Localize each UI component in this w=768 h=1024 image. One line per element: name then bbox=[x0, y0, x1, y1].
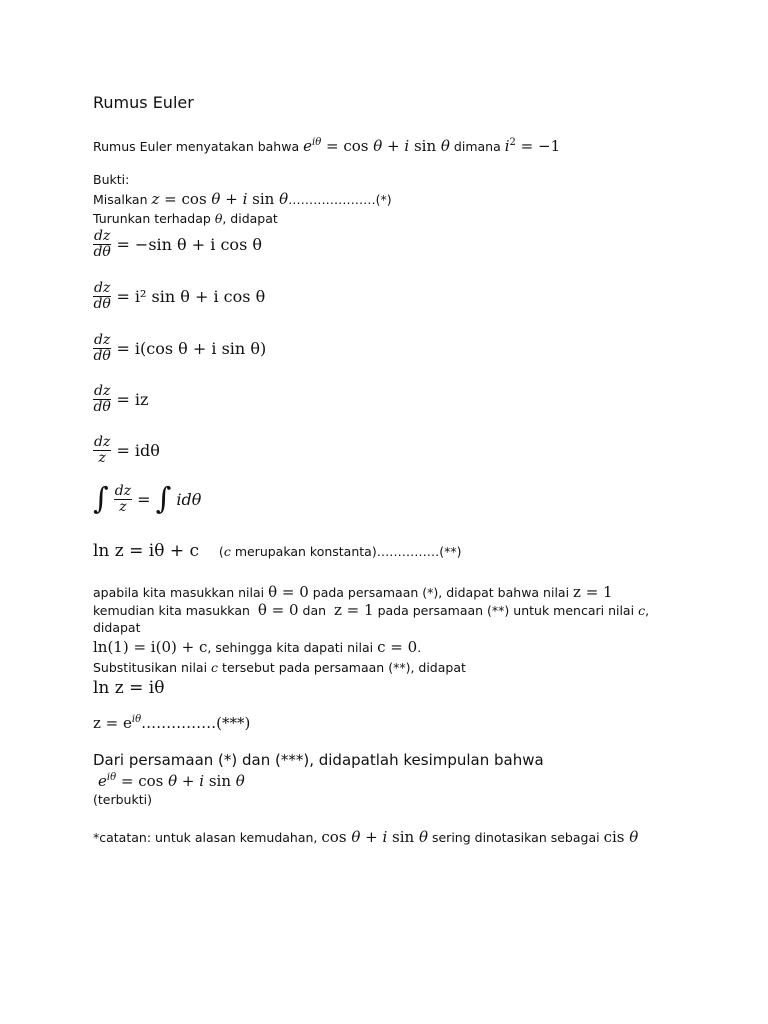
line-substitusi bbox=[93, 660, 466, 676]
intro-line bbox=[93, 135, 560, 155]
c-variable: c bbox=[223, 544, 231, 559]
terbukti-label: (terbukti) bbox=[93, 792, 152, 807]
conclusion-text: Dari persamaan (*) dan (***), didapatlah kesimpulan bahwa bbox=[93, 751, 544, 769]
fraction: $\frac{dz}{z}$ bbox=[114, 483, 132, 515]
integral-sign: ∫ bbox=[93, 481, 109, 517]
note-mid: sering dinotasikan sebagai bbox=[431, 830, 600, 845]
line-kemudian bbox=[93, 602, 649, 619]
line-apabila bbox=[93, 584, 613, 601]
ln-z-equation: ln z = iθ bbox=[93, 678, 165, 698]
ln1-equation: ln(1) = i(0) + c bbox=[93, 638, 208, 656]
i-squared-condition: $i^2 = -1$ bbox=[504, 137, 561, 155]
text: , bbox=[645, 603, 650, 618]
z-exp: z = e bbox=[93, 714, 132, 732]
text: , sehingga kita dapati nilai bbox=[207, 640, 374, 655]
didapat-label: didapat bbox=[93, 620, 141, 635]
didapat-text: , didapat bbox=[222, 211, 278, 226]
euler-formula: $e^{i\theta} = \cos \theta + i$ sin θ bbox=[303, 137, 450, 155]
paren-open: ( bbox=[218, 544, 224, 559]
turunkan-line bbox=[93, 211, 278, 227]
text: kemudian kita masukkan bbox=[93, 603, 250, 618]
text: pada persamaan (*), didapat bahwa nilai bbox=[312, 585, 570, 600]
derivative-step bbox=[93, 333, 266, 364]
note-prefix: *catatan: untuk alasan kemudahan, bbox=[93, 830, 318, 845]
text: tersebut pada persamaan (**), didapat bbox=[222, 660, 466, 675]
c-zero: c = 0 bbox=[377, 638, 418, 656]
equation-rhs: = −sin θ + i cos θ bbox=[116, 235, 262, 254]
theta-zero: θ = 0 bbox=[257, 601, 299, 619]
misalkan-line bbox=[93, 191, 392, 208]
cis-notation: cis θ bbox=[603, 828, 639, 846]
equation-rhs: = idθ bbox=[116, 441, 160, 460]
turunkan-text: Turunkan terhadap bbox=[93, 211, 211, 226]
fraction: $\frac{dz}{d\theta}$ bbox=[93, 383, 111, 415]
note-formula: cos θ + i sin θ bbox=[321, 828, 428, 846]
z-definition: z = cos θ + i sin θ bbox=[151, 190, 289, 208]
equation-ref-1: …………………(*) bbox=[288, 192, 392, 207]
equation-ref-3: ……………(***) bbox=[141, 714, 251, 732]
ln-line bbox=[93, 543, 461, 560]
derivative-step bbox=[93, 384, 148, 415]
derivative-step bbox=[93, 281, 265, 312]
ln-equation: ln z = iθ + c bbox=[93, 541, 200, 561]
dimana-text: dimana bbox=[453, 139, 501, 154]
intro-text: Rumus Euler menyatakan bahwa bbox=[93, 139, 300, 154]
fraction: $\frac{dz}{d\theta}$ bbox=[93, 332, 111, 364]
z-exponential-line bbox=[93, 714, 250, 732]
equation-rhs: = iz bbox=[116, 390, 149, 409]
bukti-label: Bukti: bbox=[93, 172, 130, 187]
theta-symbol: θ bbox=[214, 211, 223, 226]
page-title: Rumus Euler bbox=[93, 93, 194, 112]
text: . bbox=[417, 640, 422, 655]
fraction: $\frac{dz}{z}$ bbox=[94, 434, 111, 466]
line-ln1 bbox=[93, 639, 421, 656]
text: pada persamaan (**) untuk mencari nilai bbox=[377, 603, 635, 618]
separation-step bbox=[93, 435, 160, 466]
c-variable: c bbox=[211, 660, 219, 675]
text: apabila kita masukkan nilai bbox=[93, 585, 265, 600]
equation-rhs: idθ bbox=[176, 490, 202, 509]
integral-sign: ∫ bbox=[155, 481, 172, 517]
fraction: $\frac{dz}{d\theta}$ bbox=[93, 280, 111, 312]
conclusion-formula: $e^{i\theta} = \cos \theta + i$ sin θ bbox=[98, 772, 245, 790]
equation-rhs: = i² sin θ + i cos θ bbox=[116, 287, 266, 306]
equals-sign: = bbox=[137, 490, 151, 509]
text: dan bbox=[302, 603, 327, 618]
derivative-step bbox=[93, 229, 262, 260]
z-one: z = 1 bbox=[573, 583, 613, 601]
text: Substitusikan nilai bbox=[93, 660, 208, 675]
c-variable: c bbox=[638, 603, 646, 618]
theta-zero: θ = 0 bbox=[268, 583, 309, 601]
equation-rhs: = i(cos θ + i sin θ) bbox=[116, 339, 267, 358]
integral-step bbox=[93, 481, 202, 517]
note-line bbox=[93, 829, 638, 846]
fraction: $\frac{dz}{d\theta}$ bbox=[93, 228, 111, 260]
misalkan-text: Misalkan bbox=[93, 192, 148, 207]
z-exp-power: iθ bbox=[131, 714, 142, 725]
z-one: z = 1 bbox=[334, 601, 374, 619]
c-note: merupakan konstanta)……………(**) bbox=[234, 544, 462, 559]
